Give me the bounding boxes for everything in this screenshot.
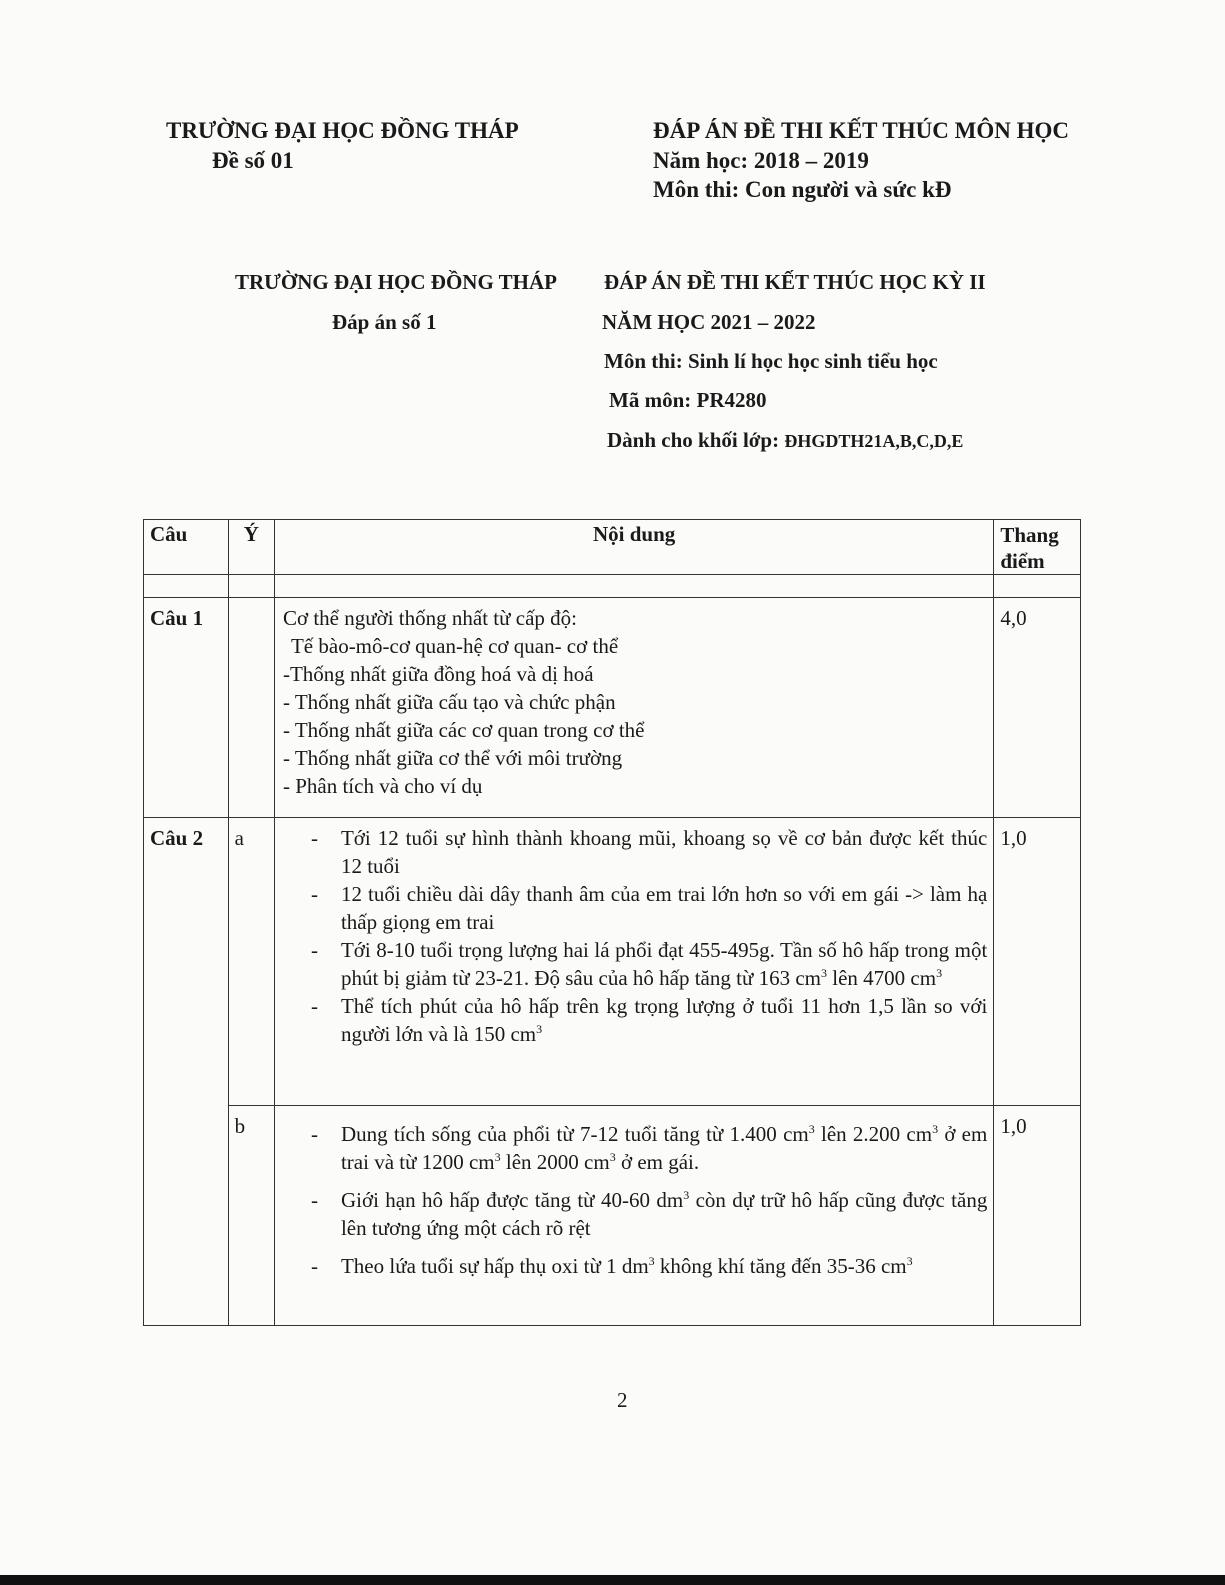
q2b-score: 1,0 [994,1106,1081,1326]
q1-score: 4,0 [994,598,1081,818]
page-number: 2 [617,1388,628,1412]
superscript: 3 [821,966,827,980]
q2a-label: a [228,818,274,1106]
q1-line: - Thống nhất giữa cấu tạo và chức phận [282,690,616,714]
q2a-item: - 12 tuổi chiều dài dây thanh âm của em trai lớn hơn so với em gái -> làm hạ thấp giọng em trai [311,880,987,936]
superscript: 3 [536,1022,543,1036]
table-row [144,598,1081,818]
q2-label: Câu 2 [144,818,229,1326]
q2a-item3-text: Tới 8-10 tuổi trọng lượng hai lá phổi đạt 455-495g. Tần số hô hấp trong một phút bị giảm từ 23-21. Độ sâu của hô hấp tăng từ 163 cm [340,938,988,990]
q1-content [274,598,993,818]
superscript: 3 [494,1150,501,1164]
classes-value: ĐHGDTH21A,B,C,D,E [784,431,964,451]
subject: Môn thi: Sinh lí học học sinh tiểu học [604,349,938,373]
q1-line: -Thống nhất giữa đồng hoá và dị hoá [282,662,594,686]
old-exam-title: ĐÁP ÁN ĐỀ THI KẾT THÚC MÔN HỌC [653,118,1069,143]
header-y: Ý [228,520,274,575]
q1-label: Câu 1 [144,598,229,818]
superscript: 3 [906,1254,913,1268]
q2b-item3-text: Theo lứa tuổi sự hấp thụ oxi từ 1 dm [340,1254,649,1278]
table-row [144,1106,1081,1326]
q1-line: - Thống nhất giữa cơ thể với môi trường [282,746,623,770]
scan-bottom-edge [0,1575,1225,1585]
q1-line: Cơ thể người thống nhất từ cấp độ: [282,606,577,630]
q2b-item1-text: lên 2.200 cm [814,1122,933,1146]
table-header-row [144,520,1081,575]
old-school-name: TRƯỜNG ĐẠI HỌC ĐỒNG THÁP [166,118,519,143]
superscript: 3 [683,1188,690,1202]
superscript: 3 [932,1122,939,1136]
q2b-item2-text: còn dự trữ hô hấp cũng được tăng lên tương ứng một cách rõ rệt [340,1188,988,1240]
q2a-item3-text: lên 4700 cm [827,966,937,990]
q2a-item [311,936,987,992]
old-school-year: Năm học: 2018 – 2019 [653,148,869,173]
q2b-item [311,1186,987,1242]
q2b-label: b [228,1106,274,1326]
old-exam-number: Đề số 01 [212,148,294,173]
answer-table [143,519,1081,1326]
q2a-score: 1,0 [994,818,1081,1106]
q2b-content [274,1106,993,1326]
answer-number: Đáp án số 1 [332,310,437,334]
q2b-item [311,1120,987,1176]
school-year: NĂM HỌC 2021 – 2022 [602,310,816,334]
q2b-item1-text: Dung tích sống của phổi từ 7-12 tuổi tăng từ 1.400 cm [340,1122,809,1146]
superscript: 3 [936,966,943,980]
header-score-line1: Thang [1000,523,1059,547]
header-score [994,520,1081,575]
superscript: 3 [648,1254,655,1268]
q2b-item3-text: không khí tăng đến 35-36 cm [654,1254,907,1278]
q1-line: Tế bào-mô-cơ quan-hệ cơ quan- cơ thể [290,634,619,658]
q2a-item: - Tới 12 tuổi sự hình thành khoang mũi, khoang sọ về cơ bản được kết thúc 12 tuổi [311,824,987,880]
subject-code: Mã môn: PR4280 [609,388,767,412]
header-content: Nội dung [274,520,993,575]
q1-line: - Phân tích và cho ví dụ [282,774,483,798]
q1-line: - Thống nhất giữa các cơ quan trong cơ thể [282,718,645,742]
table-spacer-row [144,575,1081,598]
table-row [144,818,1081,1106]
q2b-item [311,1252,987,1280]
q2b-item1-text: ở em gái. [615,1150,700,1174]
classes-label: Dành cho khối lớp: [607,428,785,452]
q2a-content [274,818,993,1106]
header-cau: Câu [144,520,229,575]
header-score-line2: điểm [1000,549,1045,573]
q2a-item [311,992,987,1048]
q2a-item4-text: Thể tích phút của hô hấp trên kg trọng lượng ở tuổi 11 hơn 1,5 lần so với người lớn và là 150 cm [340,994,988,1046]
school-name: TRƯỜNG ĐẠI HỌC ĐỒNG THÁP [235,270,558,294]
target-classes [607,428,963,453]
q2b-item1-text: ở em trai và từ 1200 cm [340,1122,988,1174]
superscript: 3 [808,1122,815,1136]
old-subject: Môn thi: Con người và sức kĐ [653,177,952,202]
q2b-item2-text: Giới hạn hô hấp được tăng từ 40-60 dm [340,1188,684,1212]
exam-title: ĐÁP ÁN ĐỀ THI KẾT THÚC HỌC KỲ II [604,270,986,294]
superscript: 3 [609,1150,616,1164]
q2b-item1-text: lên 2000 cm [500,1150,610,1174]
